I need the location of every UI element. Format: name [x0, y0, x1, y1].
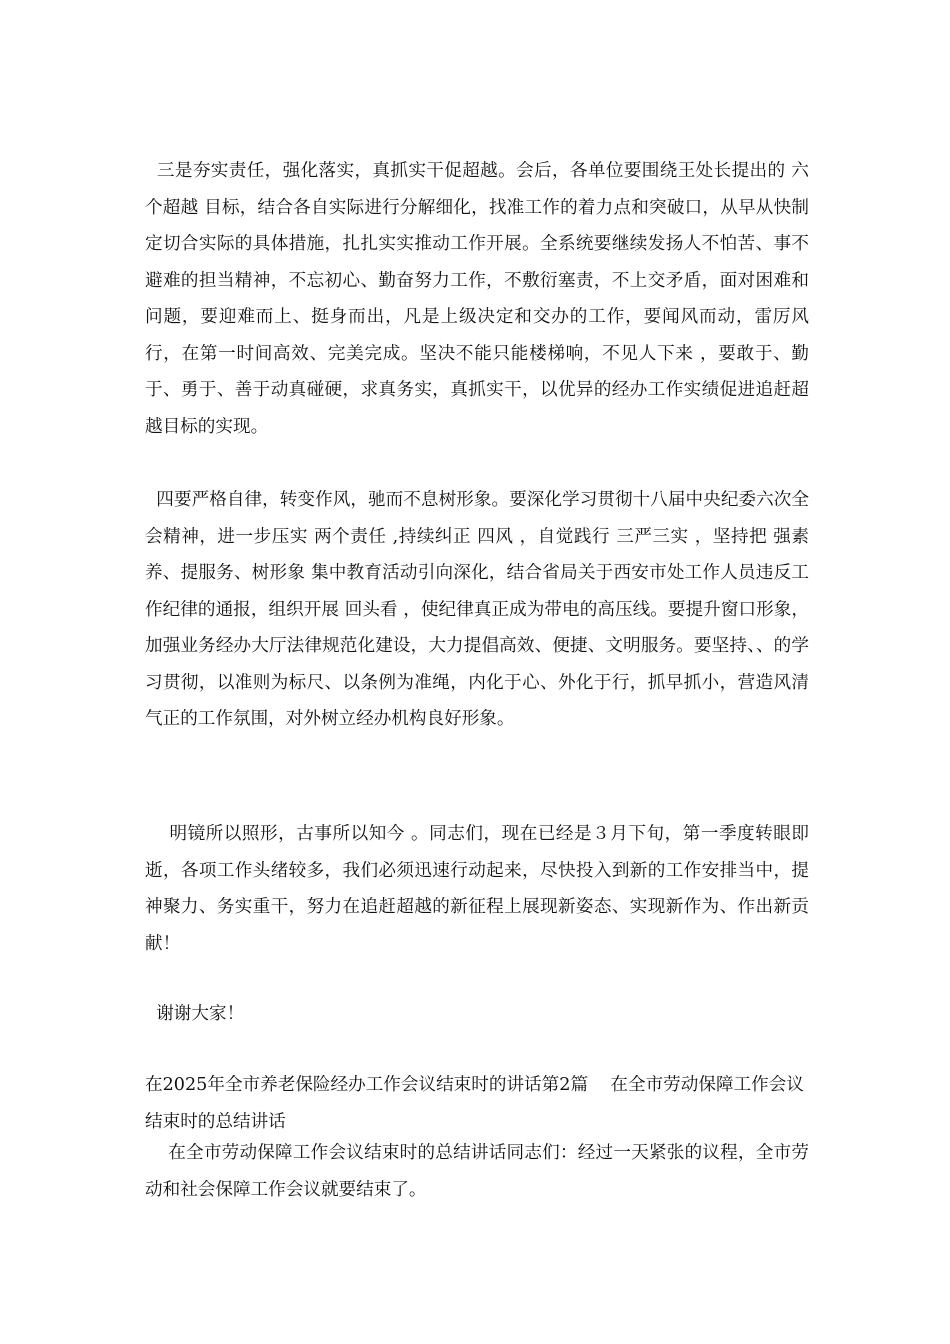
paragraph-thanks: 谢谢大家！: [145, 1004, 245, 1024]
paragraph-responsibility: 三是夯实责任，强化落实，真抓实干促超越。会后，各单位要围绕王处长提出的 六个超越 目标，结合各自实际进行分解细化，找准工作的着力点和突破口，从早从快制定切合实际的具体措施，扎扎实实推动工作开展。全系统要继续发扬人不怕苦、事不避难的担当精神，不忘初心、勤奋努力工作，不敷衍塞责，不上交矛盾，面对困难和问题，要迎难而上、挺身而出，凡是上级决定和交办的工作，要闻风而动，雷厉风行，在第一时间高效、完美完成。坚决不能只能楼梯响，不见人下来 ，要敢于、勤于、勇于、善于动真碰硬，求真务实，真抓实干，以优异的经办工作实绩促进追赶超越目标的实现。: [145, 161, 809, 437]
paragraph-discipline: 四要严格自律，转变作风，驰而不息树形象。要深化学习贯彻十八届中央纪委六次全会精神，进一步压实 两个责任 ,持续纠正 四风 ，自觉践行 三严三实 ，坚持把 强素养、提服务、树形象 集中教育活动引向深化，结合省局关于西安市处工作人员违反工作纪律的通报，组织开展 回头看 ，使纪律真正成为带电的高压线。要提升窗口形象，加强业务经办大厅法律规范化建设，大力提倡高效、便捷、文明服务。要坚持、、的学习贯彻，以准则为标尺、以条例为准绳，内化于心、外化于行，抓早抓小，营造风清气正的工作氛围，对外树立经办机构良好形象。: [145, 490, 810, 729]
section-heading: 在2025年全市养老保险经办工作会议结束时的讲话第2篇 在全市劳动保障工作会议结束时的总结讲话: [145, 1075, 804, 1132]
paragraph-closing-remarks: 明镜所以照形，古事所以知今 。同志们，现在已经是３月下旬，第一季度转眼即逝，各项工作头绪较多，我们必须迅速行动起来，尽快投入到新的工作安排当中，提神聚力、务实重干，努力在追赶超越的新征程上展现新姿态、实现新作为、作出新贡献！: [145, 824, 809, 954]
paragraph-summary-intro: 在全市劳动保障工作会议结束时的总结讲话同志们：经过一天紧张的议程，全市劳动和社会保障工作会议就要结束了。: [145, 1143, 809, 1200]
